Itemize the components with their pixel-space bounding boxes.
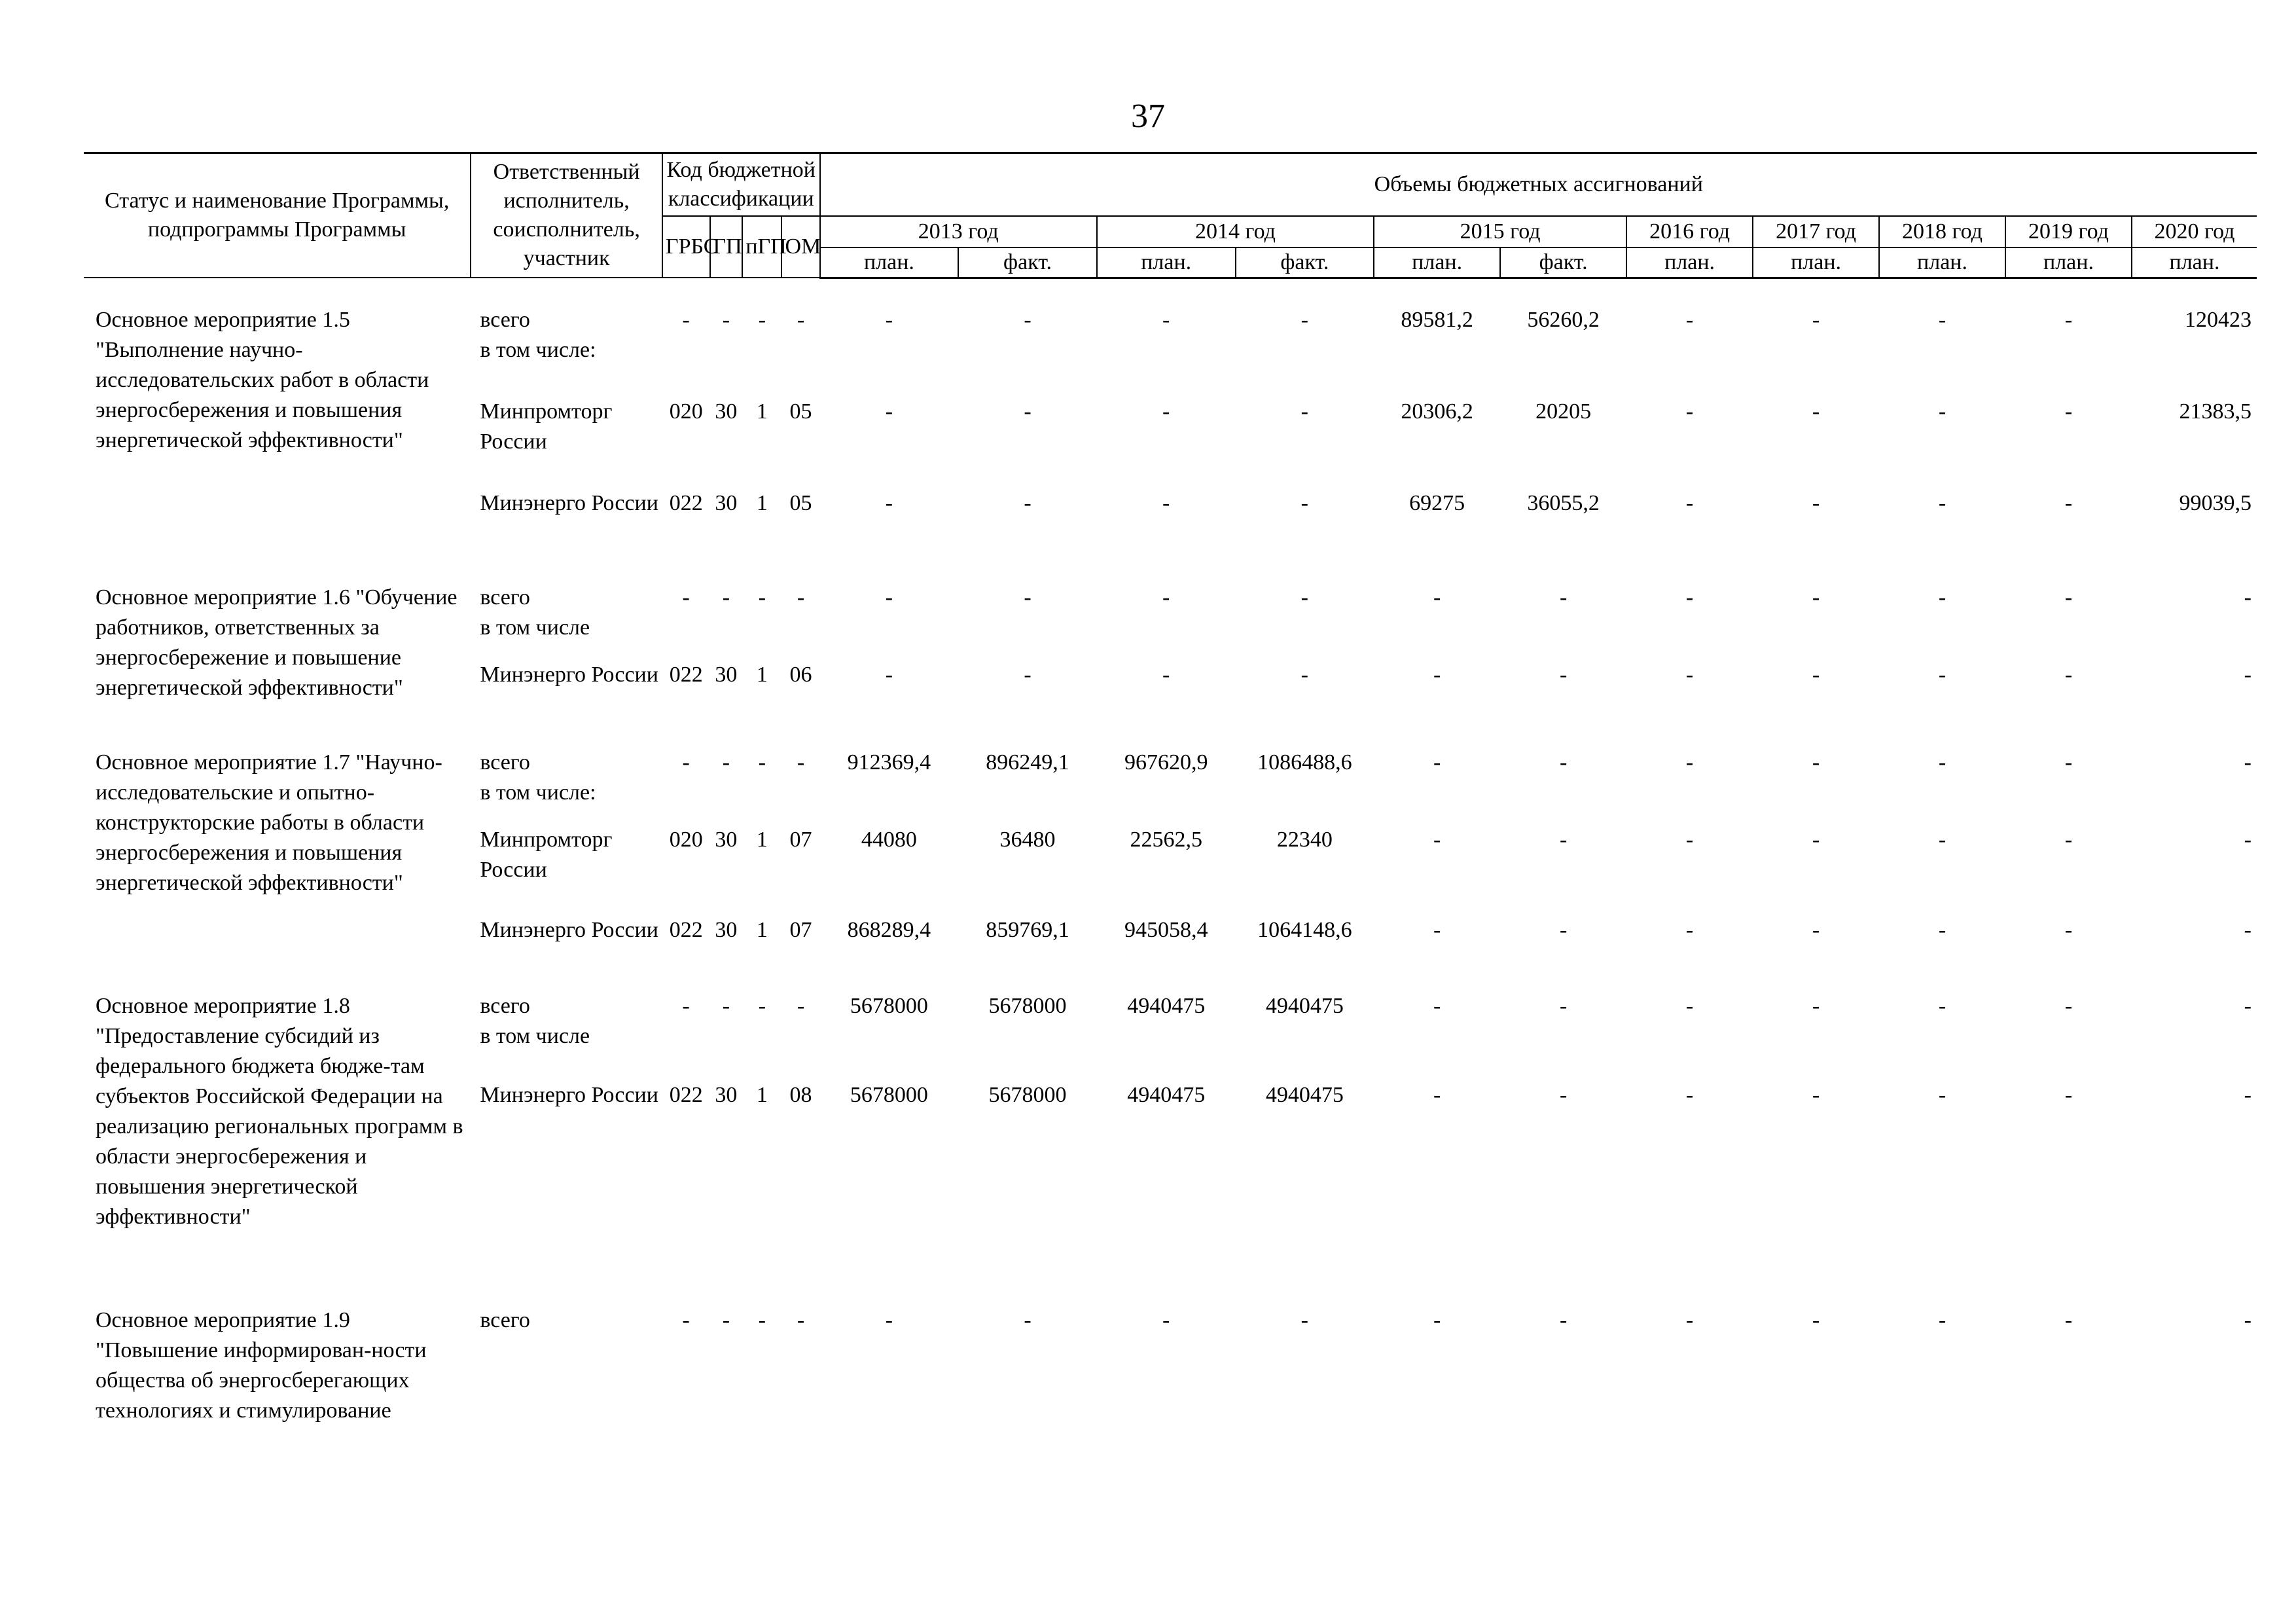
value-cell-p2018: - <box>1938 1082 1946 1107</box>
value-cell-p2017: - <box>1812 750 1820 775</box>
value-cell-p2018: - <box>1938 399 1946 424</box>
value-cell-f2013: 5678000 <box>988 1082 1067 1107</box>
value-cell-f2015: - <box>1559 1307 1568 1332</box>
header-om: ОМ <box>781 216 819 278</box>
value-cell-p2015: - <box>1433 750 1441 775</box>
value-cell-p2020: - <box>2244 1307 2251 1332</box>
program-name-cell: Основное мероприятие 1.5 "Выполнение научно-исследовательских работ в области энергосбережения и повышения энергетической эффективности" <box>96 307 429 452</box>
table-body <box>84 278 2257 1450</box>
value-cell-p2017: - <box>1812 917 1820 942</box>
value-cell-p2013: 44080 <box>861 827 917 852</box>
header-grbs: ГРБС <box>662 216 710 278</box>
value-cell-f2013: - <box>1024 490 1031 515</box>
value-cell-f2013: 36480 <box>999 827 1056 852</box>
page-number: 37 <box>1131 98 1165 135</box>
value-cell-p2018: - <box>1938 750 1946 775</box>
value-cell-pgp: - <box>758 307 766 332</box>
header-year-2020: 2020 год <box>2132 216 2257 247</box>
value-cell-p2017: - <box>1812 1082 1820 1107</box>
header-year-2015: 2015 год <box>1374 216 1626 247</box>
header-year-2017: 2017 год <box>1753 216 1879 247</box>
value-cell-gp: - <box>722 307 730 332</box>
header-year-2016: 2016 год <box>1626 216 1753 247</box>
value-cell-p2019: - <box>2064 399 2073 424</box>
value-cell-p2016: - <box>1685 490 1694 515</box>
header-plan-2014: план. <box>1097 247 1236 278</box>
value-cell-p2014: - <box>1162 662 1170 687</box>
value-cell-grbs: - <box>682 307 690 332</box>
spacer-cell <box>84 567 2257 583</box>
value-cell-grbs: - <box>682 993 690 1018</box>
value-cell-grbs: - <box>682 585 690 610</box>
header-gp: ГП <box>710 216 743 278</box>
value-cell-p2016: - <box>1685 307 1694 332</box>
value-cell-gp: - <box>722 1307 730 1332</box>
header-plan-2018: план. <box>1879 247 2005 278</box>
header-plan-2017: план. <box>1753 247 1879 278</box>
value-cell-pgp: 1 <box>756 917 768 942</box>
value-cell-f2014: - <box>1300 307 1308 332</box>
value-cell-om: - <box>797 750 805 775</box>
value-cell-f2013: 859769,1 <box>986 917 1069 942</box>
value-cell-om: - <box>797 307 805 332</box>
value-cell-p2017: - <box>1812 490 1820 515</box>
value-cell-p2020: - <box>2244 750 2251 775</box>
header-responsible: Ответственный исполнитель, соисполнитель, участник <box>471 153 662 278</box>
value-cell-pgp: 1 <box>756 1082 768 1107</box>
participant-cell: Минэнерго России <box>480 490 658 515</box>
value-cell-f2015: - <box>1559 993 1568 1018</box>
value-cell-pgp: - <box>758 1307 766 1332</box>
value-cell-f2013: - <box>1024 585 1031 610</box>
value-cell-p2015: - <box>1433 662 1441 687</box>
table-row <box>84 991 2257 1080</box>
value-cell-om: - <box>797 1307 805 1332</box>
value-cell-p2019: - <box>2064 307 2073 332</box>
value-cell-grbs: 022 <box>669 917 703 942</box>
program-name-cell: Основное мероприятие 1.6 "Обучение работников, ответственных за энергосбережение и повышение энергетической эффективности" <box>96 585 457 700</box>
participant-cell: Минэнерго России <box>480 662 658 687</box>
value-cell-p2019: - <box>2064 827 2073 852</box>
value-cell-f2015: - <box>1559 750 1568 775</box>
value-cell-pgp: - <box>758 750 766 775</box>
value-cell-p2020: - <box>2244 917 2251 942</box>
table-row <box>84 305 2257 397</box>
value-cell-om: 08 <box>789 1082 812 1107</box>
value-cell-p2020: - <box>2244 993 2251 1018</box>
value-cell-p2016: - <box>1685 917 1694 942</box>
value-cell-p2017: - <box>1812 399 1820 424</box>
value-cell-f2014: - <box>1300 585 1308 610</box>
value-cell-p2018: - <box>1938 917 1946 942</box>
value-cell-p2015: - <box>1433 1307 1441 1332</box>
value-cell-p2014: - <box>1162 585 1170 610</box>
spacer-cell <box>84 278 2257 305</box>
value-cell-f2013: - <box>1024 399 1031 424</box>
header-status-name: Статус и наименование Программы, подпрограммы Программы <box>84 153 471 278</box>
value-cell-p2018: - <box>1938 827 1946 852</box>
value-cell-p2019: - <box>2064 750 2073 775</box>
value-cell-p2013: 5678000 <box>850 1082 928 1107</box>
value-cell-pgp: - <box>758 993 766 1018</box>
value-cell-p2015: - <box>1433 1082 1441 1107</box>
value-cell-om: 05 <box>789 490 812 515</box>
value-cell-p2020: - <box>2244 585 2251 610</box>
value-cell-gp: 30 <box>715 917 738 942</box>
value-cell-gp: - <box>722 993 730 1018</box>
value-cell-f2014: 22340 <box>1276 827 1333 852</box>
value-cell-grbs: 020 <box>669 827 703 852</box>
value-cell-f2015: - <box>1559 585 1568 610</box>
spacer-cell <box>84 740 2257 748</box>
value-cell-om: 06 <box>789 662 812 687</box>
table-header <box>84 153 2257 278</box>
value-cell-om: - <box>797 993 805 1018</box>
program-name-cell: Основное мероприятие 1.7 "Научно-исследовательские и опытно-конструкторские работы в области энергосбережения и повышения энергетической эффективности" <box>96 750 442 895</box>
value-cell-p2019: - <box>2064 917 2073 942</box>
value-cell-grbs: - <box>682 1307 690 1332</box>
header-plan-2020: план. <box>2132 247 2257 278</box>
value-cell-p2016: - <box>1685 993 1694 1018</box>
value-cell-p2020: - <box>2244 1082 2251 1107</box>
value-cell-p2020: - <box>2244 827 2251 852</box>
value-cell-f2014: - <box>1300 399 1308 424</box>
value-cell-p2013: 868289,4 <box>847 917 931 942</box>
value-cell-p2017: - <box>1812 662 1820 687</box>
value-cell-p2013: - <box>885 490 893 515</box>
value-cell-f2015: 20205 <box>1535 399 1592 424</box>
spacer-row <box>84 278 2257 305</box>
value-cell-f2015: - <box>1559 917 1568 942</box>
participant-cell: Минэнерго России <box>480 917 658 942</box>
value-cell-grbs: 022 <box>669 662 703 687</box>
value-cell-p2013: 912369,4 <box>847 750 931 775</box>
value-cell-f2014: 4940475 <box>1265 993 1344 1018</box>
value-cell-p2019: - <box>2064 585 2073 610</box>
value-cell-gp: 30 <box>715 662 738 687</box>
value-cell-p2016: - <box>1685 750 1694 775</box>
spacer-row <box>84 1277 2257 1305</box>
value-cell-p2014: - <box>1162 490 1170 515</box>
header-fact-2014: факт. <box>1236 247 1374 278</box>
value-cell-p2013: - <box>885 662 893 687</box>
budget-table <box>84 152 2257 1450</box>
value-cell-p2016: - <box>1685 1082 1694 1107</box>
value-cell-f2015: - <box>1559 662 1568 687</box>
value-cell-p2013: - <box>885 585 893 610</box>
value-cell-p2017: - <box>1812 827 1820 852</box>
value-cell-pgp: - <box>758 585 766 610</box>
value-cell-p2019: - <box>2064 662 2073 687</box>
value-cell-p2015: 69275 <box>1409 490 1465 515</box>
value-cell-p2017: - <box>1812 1307 1820 1332</box>
value-cell-grbs: 020 <box>669 399 703 424</box>
header-year-2019: 2019 год <box>2005 216 2132 247</box>
value-cell-f2014: 4940475 <box>1265 1082 1344 1107</box>
header-plan-2016: план. <box>1626 247 1753 278</box>
header-fact-2015: факт. <box>1500 247 1626 278</box>
value-cell-p2019: - <box>2064 1307 2073 1332</box>
value-cell-f2013: - <box>1024 1307 1031 1332</box>
value-cell-p2013: - <box>885 1307 893 1332</box>
value-cell-p2014: 22562,5 <box>1130 827 1202 852</box>
value-cell-p2016: - <box>1685 662 1694 687</box>
value-cell-p2016: - <box>1685 399 1694 424</box>
value-cell-om: 05 <box>789 399 812 424</box>
participant-cell: Минпромторг России <box>480 399 613 454</box>
header-fact-2013: факт. <box>958 247 1097 278</box>
value-cell-p2014: - <box>1162 307 1170 332</box>
value-cell-f2013: - <box>1024 662 1031 687</box>
value-cell-f2014: - <box>1300 490 1308 515</box>
value-cell-gp: 30 <box>715 827 738 852</box>
participant-cell: всего <box>480 1307 530 1332</box>
value-cell-gp: 30 <box>715 399 738 424</box>
value-cell-p2015: - <box>1433 993 1441 1018</box>
participant-cell: всего в том числе <box>480 993 590 1048</box>
participant-cell: всего в том числе: <box>480 307 596 362</box>
value-cell-p2014: 945058,4 <box>1124 917 1208 942</box>
value-cell-p2020: 120423 <box>2185 307 2251 332</box>
value-cell-p2017: - <box>1812 307 1820 332</box>
value-cell-p2013: - <box>885 307 893 332</box>
program-name-cell: Основное мероприятие 1.9 "Повышение информирован-ности общества об энергосберегающих технологиях и стимулирование <box>96 1307 427 1423</box>
value-cell-gp: 30 <box>715 1082 738 1107</box>
value-cell-p2018: - <box>1938 662 1946 687</box>
table-row <box>84 583 2257 660</box>
value-cell-p2020: - <box>2244 662 2251 687</box>
value-cell-p2019: - <box>2064 993 2073 1018</box>
value-cell-om: - <box>797 585 805 610</box>
value-cell-p2018: - <box>1938 1307 1946 1332</box>
header-budget-code: Код бюджетной классификации <box>662 153 820 216</box>
value-cell-p2018: - <box>1938 490 1946 515</box>
value-cell-p2015: - <box>1433 827 1441 852</box>
value-cell-p2014: 967620,9 <box>1124 750 1208 775</box>
value-cell-p2013: - <box>885 399 893 424</box>
participant-cell: всего в том числе <box>480 585 590 640</box>
value-cell-f2015: - <box>1559 827 1568 852</box>
header-volumes: Объемы бюджетных ассигнований <box>820 153 2257 216</box>
value-cell-p2014: 4940475 <box>1127 993 1206 1018</box>
value-cell-f2013: - <box>1024 307 1031 332</box>
value-cell-p2016: - <box>1685 1307 1694 1332</box>
value-cell-p2016: - <box>1685 827 1694 852</box>
participant-cell: всего в том числе: <box>480 750 596 805</box>
value-cell-pgp: 1 <box>756 490 768 515</box>
value-cell-p2015: - <box>1433 917 1441 942</box>
value-cell-p2014: - <box>1162 1307 1170 1332</box>
table-row <box>84 748 2257 825</box>
value-cell-p2015: - <box>1433 585 1441 610</box>
header-plan-2019: план. <box>2005 247 2132 278</box>
value-cell-om: 07 <box>789 917 812 942</box>
spacer-row <box>84 740 2257 748</box>
value-cell-f2013: 896249,1 <box>986 750 1069 775</box>
value-cell-pgp: 1 <box>756 399 768 424</box>
value-cell-p2015: 20306,2 <box>1401 399 1473 424</box>
header-plan-2013: план. <box>820 247 959 278</box>
value-cell-gp: - <box>722 585 730 610</box>
value-cell-f2015: 36055,2 <box>1527 490 1600 515</box>
table-row <box>84 1305 2257 1450</box>
spacer-row <box>84 567 2257 583</box>
value-cell-p2020: 99039,5 <box>2179 490 2251 515</box>
value-cell-f2015: 56260,2 <box>1527 307 1600 332</box>
value-cell-f2014: - <box>1300 1307 1308 1332</box>
value-cell-om: 07 <box>789 827 812 852</box>
value-cell-f2013: 5678000 <box>988 993 1067 1018</box>
value-cell-p2014: 4940475 <box>1127 1082 1206 1107</box>
header-plan-2015: план. <box>1374 247 1500 278</box>
value-cell-gp: 30 <box>715 490 738 515</box>
header-year-2013: 2013 год <box>820 216 1097 247</box>
value-cell-f2014: - <box>1300 662 1308 687</box>
value-cell-grbs: 022 <box>669 1082 703 1107</box>
value-cell-p2018: - <box>1938 993 1946 1018</box>
value-cell-grbs: - <box>682 750 690 775</box>
value-cell-f2015: - <box>1559 1082 1568 1107</box>
header-year-2014: 2014 год <box>1097 216 1374 247</box>
value-cell-pgp: 1 <box>756 662 768 687</box>
value-cell-grbs: 022 <box>669 490 703 515</box>
value-cell-f2014: 1086488,6 <box>1257 750 1352 775</box>
value-cell-p2018: - <box>1938 307 1946 332</box>
participant-cell: Минпромторг России <box>480 827 613 882</box>
value-cell-f2014: 1064148,6 <box>1257 917 1352 942</box>
value-cell-p2017: - <box>1812 585 1820 610</box>
participant-cell: Минэнерго России <box>480 1082 658 1107</box>
spacer-cell <box>84 1277 2257 1305</box>
header-year-2018: 2018 год <box>1879 216 2005 247</box>
value-cell-p2018: - <box>1938 585 1946 610</box>
value-cell-p2017: - <box>1812 993 1820 1018</box>
value-cell-p2016: - <box>1685 585 1694 610</box>
value-cell-p2019: - <box>2064 490 2073 515</box>
value-cell-p2020: 21383,5 <box>2179 399 2251 424</box>
value-cell-gp: - <box>722 750 730 775</box>
value-cell-p2015: 89581,2 <box>1401 307 1473 332</box>
value-cell-p2019: - <box>2064 1082 2073 1107</box>
program-name-cell: Основное мероприятие 1.8 "Предоставление субсидий из федерального бюджета бюдже-там субъектов Российской Федерации на реализацию региональных программ в области энергосбережения и повышения энергетической эффективности" <box>96 993 463 1229</box>
header-pgp: пГП <box>742 216 781 278</box>
value-cell-pgp: 1 <box>756 827 768 852</box>
value-cell-p2014: - <box>1162 399 1170 424</box>
value-cell-p2013: 5678000 <box>850 993 928 1018</box>
